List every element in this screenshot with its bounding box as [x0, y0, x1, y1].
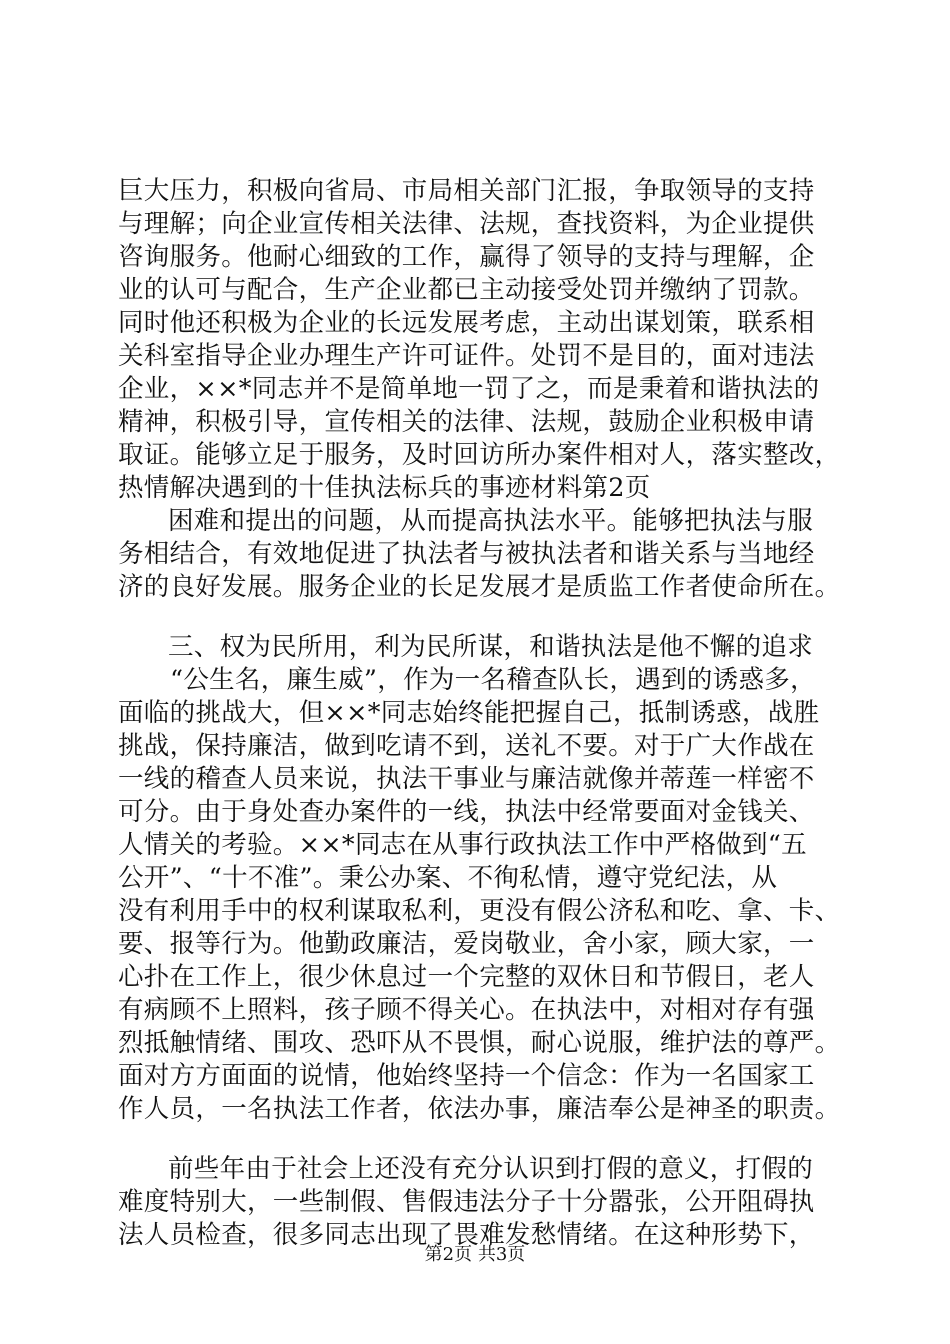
- page-footer: 第2页 共3页: [424, 1244, 526, 1265]
- text-line: 面对方方面面的说情，他始终坚持一个信念：作为一名国家工: [118, 1061, 815, 1091]
- text-line: 没有利用手中的权利谋取私利，更没有假公济私和吃、拿、卡、: [118, 896, 841, 926]
- text-line: 公开”、“十不准”。秉公办案、不徇私情，遵守党纪法，从: [118, 863, 778, 893]
- text-line: 挑战，保持廉洁，做到吃请不到，送礼不要。对于广大作战在: [118, 731, 815, 761]
- text-line: 困难和提出的问题，从而提高执法水平。能够把执法与服: [168, 506, 814, 536]
- text-line: 同时他还积极为企业的长远发展考虑，主动出谋划策，联系相: [118, 308, 815, 338]
- text-line: 法人员检查，很多同志出现了畏难发愁情绪。在这种形势下，: [118, 1220, 815, 1250]
- text-line: 热情解决遇到的十佳执法标兵的事迹材料第2页: [118, 473, 651, 503]
- text-line: 难度特别大，一些制假、售假违法分子十分嚣张，公开阻碍执: [118, 1187, 815, 1217]
- text-line: 要、报等行为。他勤政廉洁，爱岗敬业，舍小家，顾大家，一: [118, 929, 815, 959]
- text-line: 心扑在工作上，很少休息过一个完整的双休日和节假日，老人: [118, 962, 815, 992]
- text-line: 有病顾不上照料，孩子顾不得关心。在执法中，对相对存有强: [118, 995, 815, 1025]
- text-line: 与理解；向企业宣传相关法律、法规，查找资料，为企业提供: [118, 209, 815, 239]
- text-line: 取证。能够立足于服务，及时回访所办案件相对人，落实整改，: [118, 440, 841, 470]
- text-line: 巨大压力，积极向省局、市局相关部门汇报，争取领导的支持: [118, 176, 815, 206]
- text-line: 前些年由于社会上还没有充分认识到打假的意义，打假的: [168, 1154, 814, 1184]
- text-line: 一线的稽查人员来说，执法干事业与廉洁就像并蒂莲一样密不: [118, 764, 815, 794]
- text-line: 烈抵触情绪、围攻、恐吓从不畏惧，耐心说服，维护法的尊严。: [118, 1028, 841, 1058]
- text-line: 咨询服务。他耐心细致的工作，赢得了领导的支持与理解，企: [118, 242, 815, 272]
- text-line: 企业，××*同志并不是简单地一罚了之，而是秉着和谐执法的: [118, 374, 820, 404]
- section-heading: 三、权为民所用，利为民所谋，和谐执法是他不懈的追求: [168, 632, 814, 662]
- text-line: 作人员，一名执法工作者，依法办事，廉洁奉公是神圣的职责。: [118, 1094, 841, 1124]
- text-line: 可分。由于身处查办案件的一线，执法中经常要面对金钱关、: [118, 797, 815, 827]
- text-line: “公生名，廉生威”，作为一名稽查队长，遇到的诱惑多，: [170, 665, 816, 695]
- text-line: 关科室指导企业办理生产许可证件。处罚不是目的，面对违法: [118, 341, 815, 371]
- text-line: 业的认可与配合，生产企业都已主动接受处罚并缴纳了罚款。: [118, 275, 815, 305]
- text-line: 务相结合，有效地促进了执法者与被执法者和谐关系与当地经: [118, 539, 815, 569]
- text-line: 面临的挑战大，但××*同志始终能把握自己，抵制诱惑，战胜: [118, 698, 820, 728]
- text-line: 济的良好发展。服务企业的长足发展才是质监工作者使命所在。: [118, 572, 841, 602]
- text-line: 人情关的考验。××*同志在从事行政执法工作中严格做到“五: [118, 830, 807, 860]
- text-line: 精神，积极引导，宣传相关的法律、法规，鼓励企业积极申请: [118, 407, 815, 437]
